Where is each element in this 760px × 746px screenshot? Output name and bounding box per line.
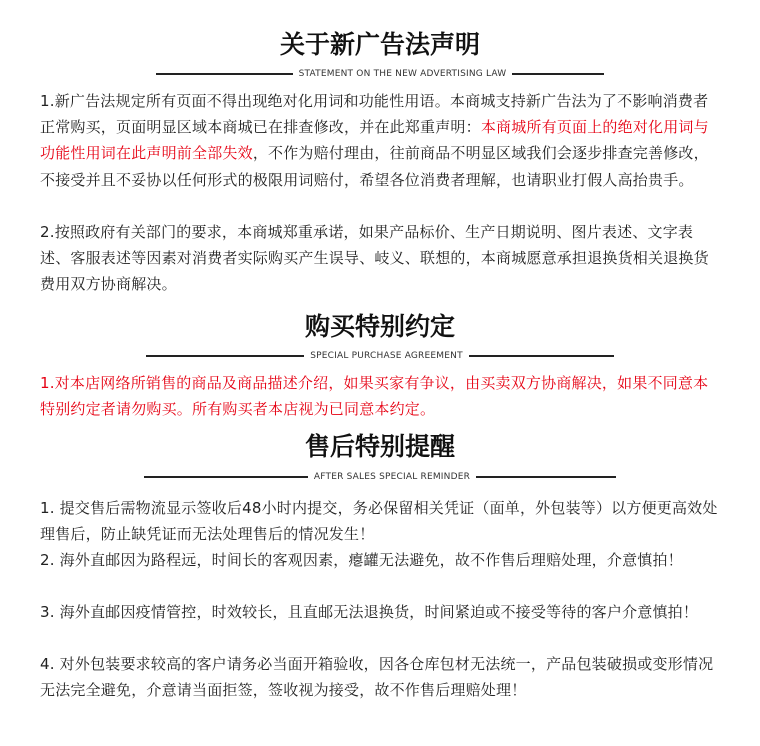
purchase-title: 购买特别约定 <box>304 312 455 341</box>
aftersales-paragraph-4: 4. 对外包装要求较高的客户请务必当面开箱验收，因各仓库包材无法统一，产品包装破损或变形情况无法完全避免，介意请当面拒签，签收视为接受，故不作售后理赔处理！ <box>40 655 714 700</box>
divider-right <box>476 476 616 478</box>
purchase-subtitle: SPECIAL PURCHASE AGREEMENT <box>310 351 463 361</box>
aftersales-paragraph-1: 1. 提交售后需物流显示签收后48小时内提交，务必保留相关凭证（面单，外包装等）以方便更高效处理售后，防止缺凭证而无法处理售后的情况发生！ <box>40 499 718 544</box>
aftersales-title: 售后特别提醒 <box>304 432 455 461</box>
purchase-subtitle-row <box>0 348 760 364</box>
statement-paragraph-2: 2.按照政府有关部门的要求，本商城郑重承诺，如果产品标价、生产日期说明、图片表述、文字表述、客服表述等因素对消费者实际购买产生误导、岐义、联想的，本商城愿意承担退换货相关退换货费用双方协商解决。 <box>40 223 709 294</box>
aftersales-subtitle: AFTER SALES SPECIAL REMINDER <box>313 472 471 482</box>
statement-highlight-text: 本商城所有页面上的绝对化用词与功能性用词在此声明前全部失效 <box>40 118 709 163</box>
statement-subtitle: STATEMENT ON THE NEW ADVERTISING LAW <box>298 69 507 79</box>
divider-left <box>146 355 304 357</box>
statement-title: 关于新广告法声明 <box>279 30 480 59</box>
statement-paragraph-1-start: 1.新广告法规定所有页面不得出现绝对化用词和功能性用语。本商城支持新广告法为了不影响消费者正常购买，页面明显区域本商城已在排查修改，并在此郑重声明： <box>40 92 709 137</box>
aftersales-subtitle-row <box>0 469 760 485</box>
statement-paragraph-1-end: ，不作为赔付理由，往前商品不明显区域我们会逐步排查完善修改，不接受并且不妥协以任何形式的极限用词赔付，希望各位消费者理解，也请职业打假人高抬贵手。 <box>40 144 709 189</box>
divider-left <box>144 476 308 478</box>
purchase-paragraph-1: 1.对本店网络所销售的商品及商品描述介绍，如果买家有争议，由买卖双方协商解决，如果不同意本特别约定者请勿购买。所有购买者本店视为已同意本约定。 <box>40 374 709 419</box>
divider-right <box>512 73 604 75</box>
divider-left <box>156 73 293 75</box>
divider-right <box>469 355 614 357</box>
aftersales-paragraph-3: 3. 海外直邮因疫情管控，时效较长，且直邮无法退换货，时间紧迫或不接受等待的客户介意慎拍！ <box>40 603 699 621</box>
statement-subtitle-row <box>0 66 760 82</box>
aftersales-paragraph-2: 2. 海外直邮因为路程远，时间长的客观因素，瘪罐无法避免，故不作售后理赔处理，介意慎拍！ <box>40 551 683 569</box>
statement-paragraph-1 <box>40 88 722 193</box>
